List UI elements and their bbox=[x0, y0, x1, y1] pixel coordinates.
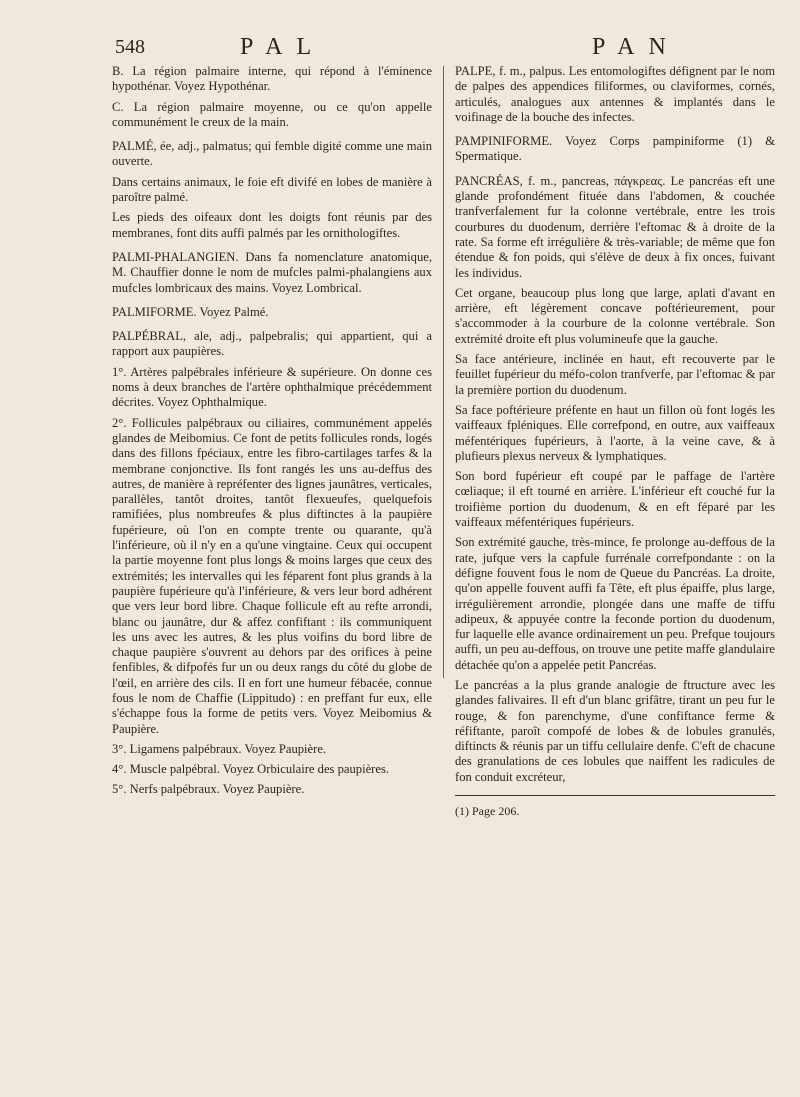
entry-palmi-phalangien: PALMI-PHALANGIEN. Dans fa nomenclature anatomique, M. Chauffier donne le nom de mufcles palmi-phalangiens aux mufcles lombricaux des mains. Voyez Lombrical. bbox=[112, 249, 432, 295]
header-right-word: PAN bbox=[592, 34, 680, 60]
paragraph: Cet organe, beaucoup plus long que large, aplati d'avant en arrière, eft légèrement concave poftérieurement, pour s'accommoder à la courbure de la colonne vertébrale. Son extrémité droite eft plus volumineufe que la gauche. bbox=[455, 285, 775, 346]
paragraph: Son extrémité gauche, très-mince, fe prolonge au-deffous de la rate, jufque vers la capfule furrénale correfpondante : on la défigne fouvent fous le nom de Queue du Pancréas. La droite, qu'on appelle fouvent auffi fa Tête, eft plus épaiffe, plus large, irrégulièrement arrondie, plongée dans une maffe de tiffu adipeux, & appuyée contre la feconde portion du duodenum, fur laquelle elle avance ordinairement un peu. Prefque toujours auffi, un peu au-deffous, on trouve une petite maffe glandulaire détachée qu'on a appelée petit Pancréas. bbox=[455, 535, 775, 672]
header-left-word: PAL bbox=[240, 34, 326, 60]
footnote-rule bbox=[455, 795, 775, 796]
paragraph: C. La région palmaire moyenne, ou ce qu'on appelle communément le creux de la main. bbox=[112, 99, 432, 129]
paragraph: B. La région palmaire interne, qui répond à l'éminence hypothénar. Voyez Hypothénar. bbox=[112, 64, 432, 94]
paragraph: Sa face poftérieure préfente en haut un fillon où font logés les vaiffeaux fpléniques. Elle correfpond, en outre, aux vaiffeaux méfentériques fupérieurs, à l'aorte, à la veine cave, & à plufieurs plexus nerveux & lymphatiques. bbox=[455, 402, 775, 463]
paragraph: 5°. Nerfs palpébraux. Voyez Paupière. bbox=[112, 782, 305, 797]
footnote: (1) Page 206. bbox=[455, 804, 520, 819]
paragraph: 3°. Ligamens palpébraux. Voyez Paupière. bbox=[112, 741, 327, 756]
entry-palpebral: PALPÉBRAL, ale, adj., palpebralis; qui appartient, qui a rapport aux paupières. bbox=[112, 329, 432, 359]
paragraph: 4°. Muscle palpébral. Voyez Orbiculaire des paupières. bbox=[112, 762, 389, 777]
paragraph: Dans certains animaux, le foie eft divifé en lobes de manière à paroître palmé. bbox=[112, 174, 432, 205]
entry-palmiforme: PALMIFORME. Voyez Palmé. bbox=[112, 304, 269, 319]
paragraph: Son bord fupérieur eft coupé par le paffage de l'artère cœliaque; il eft tourné en arrière. L'inférieur eft couché fur la troifième portion du duodenum, & en eft féparé par les vaiffeaux méfentériques fupérieurs. bbox=[455, 469, 775, 530]
paragraph: Les pieds des oifeaux dont les doigts font réunis par des membranes, font dits auffi palmés par les ornithologiftes. bbox=[112, 210, 432, 240]
running-header bbox=[0, 28, 800, 62]
entry-pampiniforme: PAMPINIFORME. Voyez Corps pampiniforme (1) & Spermatique. bbox=[455, 134, 775, 164]
paragraph: 1°. Artères palpébrales inférieure & supérieure. On donne ces noms à deux branches de l'artère ophthalmique précédemment décrites. Voyez Ophthalmique. bbox=[112, 364, 432, 410]
entry-palpe: PALPE, f. m., palpus. Les entomologiftes défignent par le nom de palpes des appendices filiformes, ou claviformes, cornés, articulés, analogues aux antennes & implantés dans le voifinage de la bouche des infectes. bbox=[455, 64, 775, 124]
column-divider bbox=[443, 66, 444, 678]
paragraph: 2°. Follicules palpébraux ou ciliaires, communément appelés glandes de Meibomius. Ce font de petits follicules ronds, logés dans des fillons fpéciaux, entre les fibro-cartilages tarfes & la membrane conjonctive. Ils font rangés les uns au-deffus des autres, de manière à repréfenter des lignes jaunâtres, verticales, parallèles, tantôt droites, tantôt flexueufes, quelquefois ramifiées, plus nombreufes & plus diftinctes à la paupière fupérieure, où l'on en compte trente ou quarante, qu'à l'inférieure, où il n'y en a qu'une vingtaine. Ceux qui occupent la partie moyenne font plus longs & moins larges que ceux des extrémités; les intervalles qui les féparent font plus grands à la paupière fupérieure qu'à l'inférieure, & vers leur bord adhérent que vers leur bord libre. Chaque follicule eft au refte arrondi, blanc ou jaunâtre, dur & affez confiftant : ils communiquent les uns avec les autres, & les plus voifins du bord libre de chaque paupière s'ouvrent au dehors par des orifices à peine fenfibles, & difpofés fur un ou deux rangs du côté du globe de l'œil, en arrière des cils. Il en fort une humeur fébacée, connue fous le nom de Chaffie (Lippitudo) : en preffant fur eux, elle s'échappe fous la forme de petits vers. Voyez Meibomius & Paupière. bbox=[112, 415, 432, 736]
paragraph: Sa face antérieure, inclinée en haut, eft recouverte par le feuillet fupérieur du méfo-colon tranfverfe, par l'eftomac & par la première portion du duodenum. bbox=[455, 352, 775, 397]
right-column bbox=[455, 64, 775, 824]
entry-palme: PALMÉ, ée, adj., palmatus; qui femble digité comme une main ouverte. bbox=[112, 139, 432, 169]
page-number: 548 bbox=[115, 36, 145, 58]
paragraph: Le pancréas a la plus grande analogie de ftructure avec les glandes falivaires. Il eft d'un blanc grifâtre, tirant un peu fur le rouge, & fon parenchyme, d'une confiftance ferme & réfiftante, paroît compofé de lobes & de lobules granulés, diftincts & réunis par un tiffu cellulaire denfe. C'eft de chacune des granulations de ces lobules que naiffent les radicules de fon conduit excréteur, bbox=[455, 677, 775, 784]
entry-pancreas: PANCRÉAS, f. m., pancreas, πάγκρεας. Le pancréas eft une glande profondément fituée dans l'abdomen, & couchée tranfverfalement fur la colonne vertébrale, entre les trois courbures du duodenum, derrière l'eftomac & à droite de la rate. Sa forme eft irrégulière & très-variable; de même que fon étendue & fon poids, qui s'élève de deux à fix onces, fuivant les individus. bbox=[455, 173, 775, 280]
left-column bbox=[112, 64, 432, 803]
